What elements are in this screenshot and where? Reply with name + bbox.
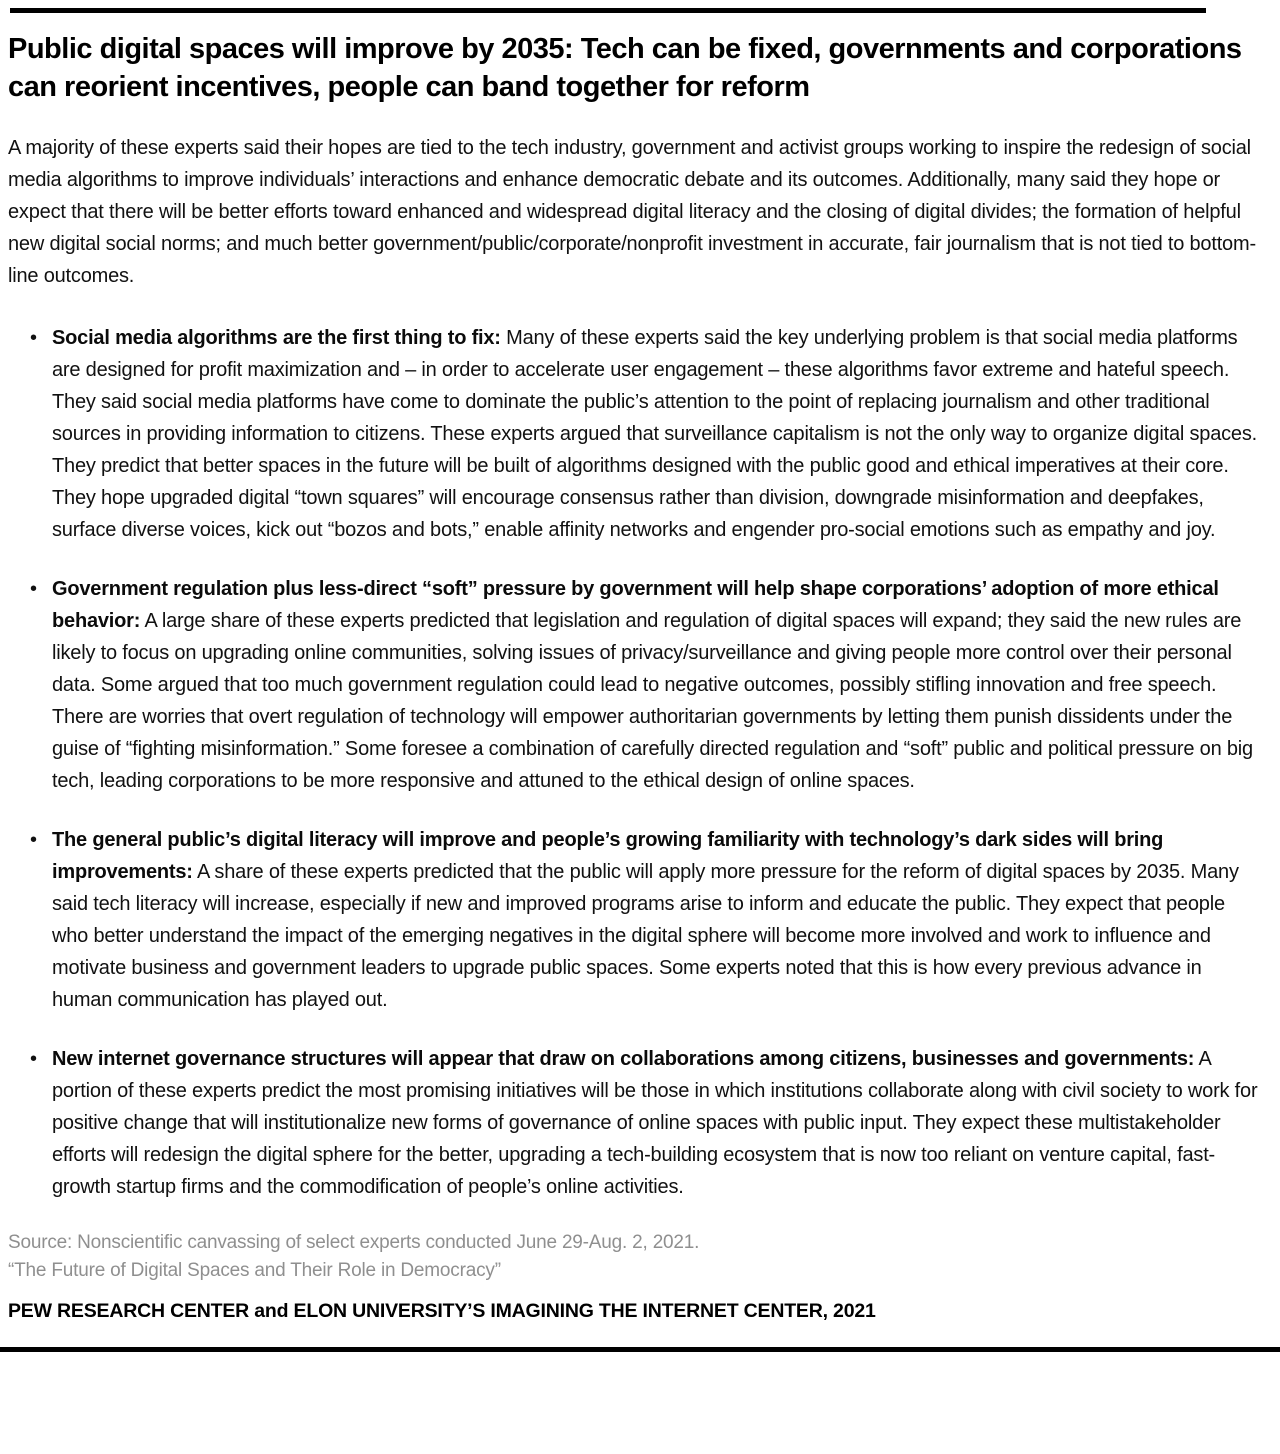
bullet-body: A large share of these experts predicted that legislation and regulation of digital spaces will expand; they said the new rules are likely to focus on upgrading online communities, solving issues of privacy/surveillance and giving people more control over their personal data. Some argued that too much government regulation could lead to negative outcomes, possibly stifling innovation and free speech. There are worries that overt regulation of technology will empower authoritarian governments by letting them punish dissidents under the guise of “fighting misinformation.” Some foresee a combination of carefully directed regulation and “soft” public and political pressure on big tech, leading corporations to be more responsive and attuned to the ethical design of online spaces.: [52, 610, 1253, 792]
report-graphic: [0, 8, 1280, 1454]
bullet-lead: The general public’s digital literacy will improve and people’s growing familiarity with technology’s dark sides will bring improvements:: [52, 829, 1164, 883]
bullet-lead: Social media algorithms are the first thing to fix:: [52, 327, 501, 349]
page-title: Public digital spaces will improve by 2035: Tech can be fixed, governments and corporations can reorient incentives, people can band together for reform: [8, 33, 1242, 103]
bullet-item-internet-governance: [30, 1043, 1264, 1203]
top-rule: [10, 8, 1206, 13]
bullet-icon: •: [30, 578, 37, 600]
footer-attribution: PEW RESEARCH CENTER and ELON UNIVERSITY’S IMAGINING THE INTERNET CENTER, 2021: [8, 1300, 876, 1322]
bullet-icon: •: [30, 829, 37, 851]
intro-paragraph: A majority of these experts said their hopes are tied to the tech industry, government and activist groups working to inspire the redesign of social media algorithms to improve individuals’ interactions and enhance democratic debate and its outcomes. Additionally, many said they hope or expect that there will be better efforts toward enhanced and widespread digital literacy and the closing of digital divides; the formation of helpful new digital social norms; and much better government/public/corporate/nonprofit investment in accurate, fair journalism that is not tied to bottom-line outcomes.: [8, 137, 1256, 287]
bullet-body: Many of these experts said the key underlying problem is that social media platforms are designed for profit maximization and – in order to accelerate user engagement – these algorithms favor extreme and hateful speech. They said social media platforms have come to dominate the public’s attention to the point of replacing journalism and other traditional sources in providing information to citizens. These experts argued that surveillance capitalism is not the only way to organize digital spaces. They predict that better spaces in the future will be built of algorithms designed with the public good and ethical imperatives at their core. They hope upgraded digital “town squares” will encourage consensus rather than division, downgrade misinformation and deepfakes, surface diverse voices, kick out “bozos and bots,” enable affinity networks and engender pro-social emotions such as empathy and joy.: [52, 327, 1258, 541]
bullet-icon: •: [30, 327, 37, 349]
source-line-1: Source: Nonscientific canvassing of select experts conducted June 29-Aug. 2, 2021.: [8, 1232, 700, 1253]
bullet-body: A portion of these experts predict the most promising initiatives will be those in which institutions collaborate along with civil society to work for positive change that will institutionalize new forms of governance of online spaces with public input. They expect these multistakeholder efforts will redesign the digital sphere for the better, upgrading a tech-building ecosystem that is now too reliant on venture capital, fast-growth startup firms and the commodification of people’s online activities.: [52, 1048, 1258, 1198]
bullet-icon: •: [30, 1048, 37, 1070]
bullet-lead: New internet governance structures will appear that draw on collaborations among citizens, businesses and governments:: [52, 1048, 1195, 1070]
bullet-item-government-regulation: [30, 573, 1264, 797]
bullet-lead: Government regulation plus less-direct “soft” pressure by government will help shape corporations’ adoption of more ethical behavior:: [52, 578, 1219, 632]
source-line-2: “The Future of Digital Spaces and Their Role in Democracy”: [8, 1260, 501, 1281]
source-note: [8, 1229, 1264, 1285]
bullet-item-social-media-algorithms: [30, 322, 1264, 546]
bullet-body: A share of these experts predicted that the public will apply more pressure for the reform of digital spaces by 2035. Many said tech literacy will increase, especially if new and improved programs arise to inform and educate the public. They expect that people who better understand the impact of the emerging negatives in the digital sphere will become more involved and work to influence and motivate business and government leaders to upgrade public spaces. Some experts noted that this is how every previous advance in human communication has played out.: [52, 861, 1239, 1011]
bullet-item-digital-literacy: [30, 824, 1264, 1016]
bottom-rule: [0, 1347, 1280, 1352]
bullet-list: [8, 322, 1264, 1203]
